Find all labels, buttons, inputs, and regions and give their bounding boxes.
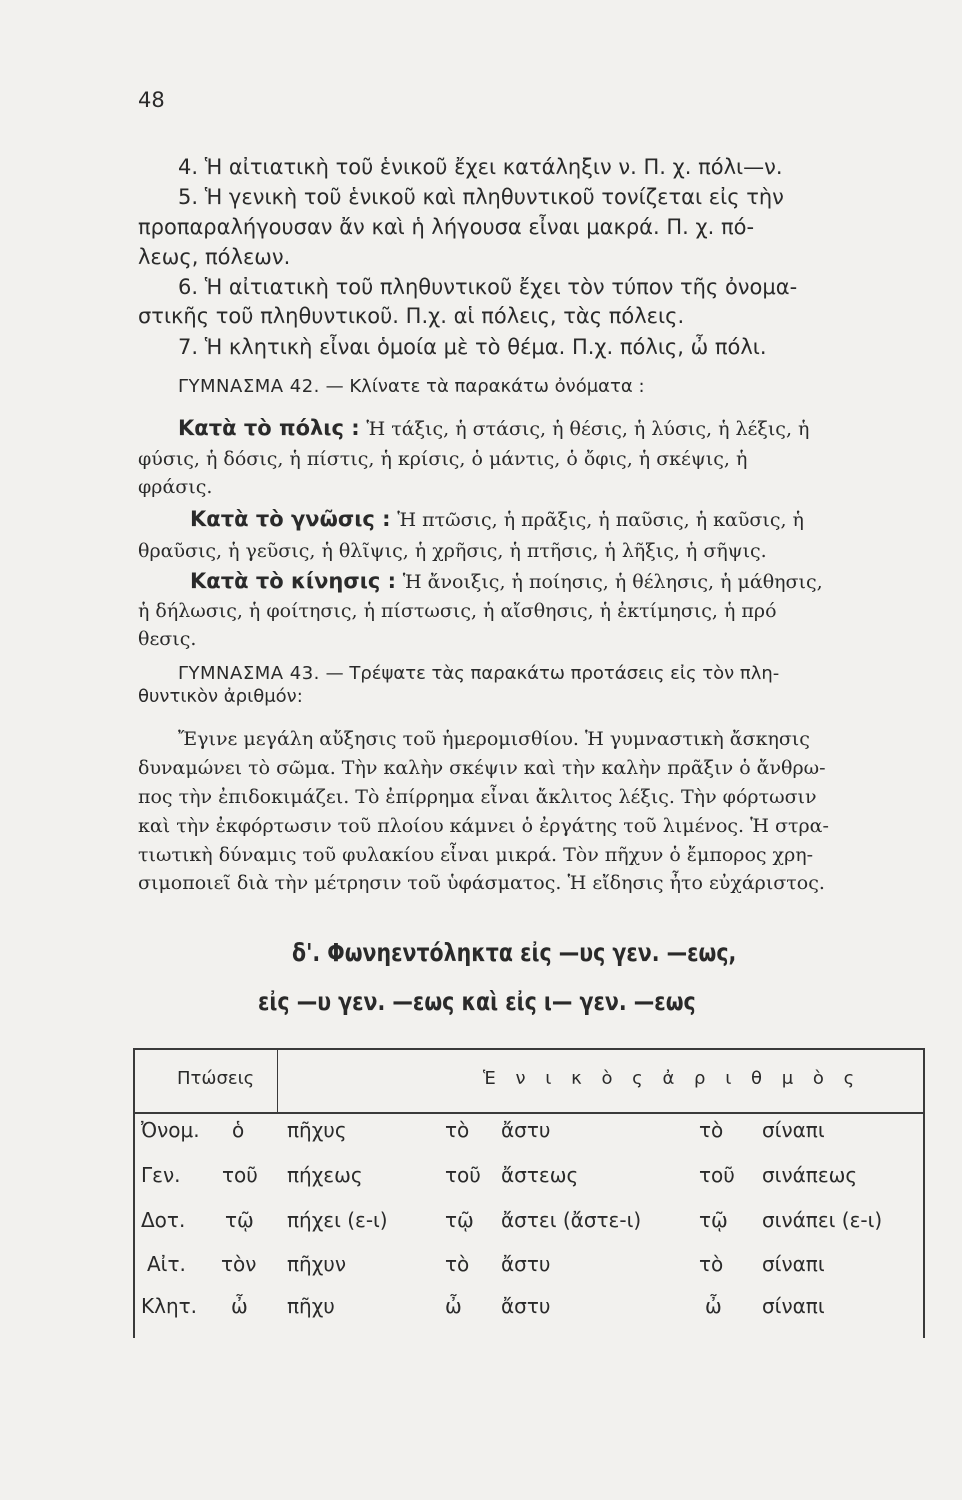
noun-pechys: πῆχυ <box>287 1294 335 1318</box>
exercise-43-p6: σιμοποιεῖ διὰ τὴν μέτρησιν τοῦ ὑφάσματος. Ἡ εἴδησις ἦτο εὐχάριστος. <box>138 872 825 894</box>
group-polis-head: Κατὰ τὸ πόλις : <box>178 416 360 440</box>
rule-6-line-1: 6. Ἡ αἰτιατικὴ τοῦ πληθυντικοῦ ἔχει τὸν τύπον τῆς ὀνομα- <box>178 275 798 299</box>
group-polis-words-3: φράσις. <box>138 476 213 498</box>
noun-sinapi: σινάπεως <box>762 1163 858 1187</box>
article: τὸ <box>699 1252 724 1276</box>
rule-4: 4. Ἡ αἰτιατικὴ τοῦ ἑνικοῦ ἔχει κατάληξιν ν. Π. χ. πόλι—ν. <box>178 155 783 179</box>
exercise-43-text: — Τρέψατε τὰς παρακάτω προτάσεις εἰς τὸν πλη- <box>325 663 780 684</box>
noun-asty: ἄστεως <box>501 1163 579 1187</box>
noun-pechys: πήχει (ε-ι) <box>287 1208 388 1232</box>
article: ὁ <box>232 1118 245 1142</box>
rule-6-line-2: στικῆς τοῦ πληθυντικοῦ. Π.χ. αἱ πόλεις, τὰς πόλεις. <box>138 304 685 328</box>
case-name: Αἰτ. <box>147 1252 186 1276</box>
section-heading-line-1: δ'. Φωνηεντόληκτα εἰς —υς γεν. —εως, <box>292 938 737 967</box>
group-kinisis-line-1 <box>190 571 823 592</box>
group-gnosis-line-1 <box>190 509 804 530</box>
group-gnosis-words-2: θραῦσις, ἡ γεῦσις, ἡ θλῖψις, ἡ χρῆσις, ἡ πτῆσις, ἡ λῆξις, ἡ σῆψις. <box>138 540 767 562</box>
exercise-43-p1: Ἔγινε μεγάλη αὔξησις τοῦ ἡμερομισθίου. Ἡ γυμναστικὴ ἄσκησις <box>178 728 810 750</box>
group-kinisis-head: Κατὰ τὸ κίνησις : <box>190 569 397 593</box>
group-gnosis-words-1: Ἡ πτῶσις, ἡ πρᾶξις, ἡ παῦσις, ἡ καῦσις, ἡ <box>397 509 804 531</box>
exercise-43-intro <box>178 665 779 683</box>
article: τοῦ <box>445 1163 481 1187</box>
table-right-rule <box>923 1048 925 1338</box>
group-polis-line-1 <box>178 418 809 439</box>
table-header-rule <box>133 1112 923 1114</box>
exercise-43-p5: τιωτικὴ δύναμις τοῦ φυλακίου εἶναι μικρά. Τὸν πῆχυν ὁ ἔμπορος χρη- <box>138 844 814 866</box>
article: τοῦ <box>699 1163 735 1187</box>
article: ὦ <box>705 1294 722 1318</box>
exercise-43-text-2: θυντικὸν ἀριθμόν: <box>138 686 303 707</box>
page-number: 48 <box>138 88 165 112</box>
article: τῷ <box>225 1208 254 1232</box>
rule-5-line-2: προπαραλήγουσαν ἄν καὶ ἡ λήγουσα εἶναι μακρά. Π. χ. πό- <box>138 215 755 239</box>
noun-sinapi: σίναπι <box>762 1294 825 1318</box>
group-polis-words-2: φύσις, ἡ δόσις, ἡ πίστις, ἡ κρίσις, ὁ μάντις, ὁ ὄφις, ἡ σκέψις, ἡ <box>138 448 748 470</box>
group-kinisis-words-2: ἡ δήλωσις, ἡ φοίτησις, ἡ πίστωσις, ἡ αἴσθησις, ἡ ἐκτίμησις, ἡ πρό <box>138 600 777 622</box>
table-header-divider <box>277 1048 278 1112</box>
noun-asty: ἄστυ <box>501 1294 551 1318</box>
table-left-rule <box>133 1048 135 1338</box>
noun-sinapi: σίναπι <box>762 1252 825 1276</box>
noun-asty: ἄστυ <box>501 1118 551 1142</box>
exercise-42-label: ΓΥΜΝΑΣΜΑ 42. <box>178 376 320 397</box>
table-top-rule <box>133 1048 923 1050</box>
noun-pechys: πῆχυν <box>287 1252 347 1276</box>
noun-pechys: πῆχυς <box>287 1118 347 1142</box>
section-heading-line-2: εἰς —υ γεν. —εως καὶ εἰς ι— γεν. —εως <box>258 987 696 1016</box>
declension-table <box>127 1048 927 1338</box>
noun-asty: ἄστυ <box>501 1252 551 1276</box>
case-name: Ὀνομ. <box>141 1118 200 1142</box>
rule-7: 7. Ἡ κλητικὴ εἶναι ὁμοία μὲ τὸ θέμα. Π.χ. πόλις, ὦ πόλι. <box>178 335 767 359</box>
article: τῷ <box>699 1208 728 1232</box>
exercise-43-p3: πος τὴν ἐπιδοκιμάζει. Τὸ ἐπίρρημα εἶναι ἄκλιτος λέξις. Τὴν φόρτωσιν <box>138 786 817 808</box>
exercise-43-p2: δυναμώνει τὸ σῶμα. Τὴν καλὴν σκέψιν καὶ τὴν καλὴν πρᾶξιν ὁ ἄνθρω- <box>138 757 826 779</box>
case-name: Δοτ. <box>141 1208 186 1232</box>
group-kinisis-words-1: Ἡ ἄνοιξις, ἡ ποίησις, ἡ θέλησις, ἡ μάθησις, <box>402 571 823 593</box>
exercise-43-p4: καὶ τὴν ἐκφόρτωσιν τοῦ πλοίου κάμνει ὁ ἐργάτης τοῦ λιμένος. Ἡ στρα- <box>138 815 829 837</box>
article: ὦ <box>231 1294 248 1318</box>
exercise-43-label: ΓΥΜΝΑΣΜΑ 43. <box>178 663 320 684</box>
case-name: Κλητ. <box>141 1294 198 1318</box>
article: τὸ <box>445 1118 470 1142</box>
table-header-number: Ἑ ν ι κ ὸ ς ἀ ρ ι θ μ ὸ ς <box>483 1068 862 1089</box>
group-gnosis-head: Κατὰ τὸ γνῶσις : <box>190 507 391 531</box>
exercise-42-intro <box>178 378 645 396</box>
noun-sinapi: σίναπι <box>762 1118 825 1142</box>
case-name: Γεν. <box>141 1163 181 1187</box>
noun-sinapi: σινάπει (ε-ι) <box>762 1208 883 1232</box>
exercise-42-text: — Κλίνατε τὰ παρακάτω ὀνόματα : <box>325 376 645 397</box>
article: τῷ <box>445 1208 474 1232</box>
noun-pechys: πήχεως <box>287 1163 363 1187</box>
group-polis-words-1: Ἡ τάξις, ἡ στάσις, ἡ θέσις, ἡ λύσις, ἡ λέξις, ἡ <box>366 418 810 440</box>
group-kinisis-words-3: θεσις. <box>138 628 197 650</box>
table-header-case: Πτώσεις <box>177 1068 255 1089</box>
rule-5-line-1: 5. Ἡ γενικὴ τοῦ ἑνικοῦ καὶ πληθυντικοῦ τονίζεται εἰς τὴν <box>178 185 784 209</box>
article: ὦ <box>445 1294 462 1318</box>
article: τὸν <box>221 1252 257 1276</box>
noun-asty: ἄστει (ἄστε-ι) <box>501 1208 642 1232</box>
article: τοῦ <box>222 1163 258 1187</box>
rule-5-line-3: λεως, πόλεων. <box>138 245 291 269</box>
article: τὸ <box>445 1252 470 1276</box>
article: τὸ <box>699 1118 724 1142</box>
